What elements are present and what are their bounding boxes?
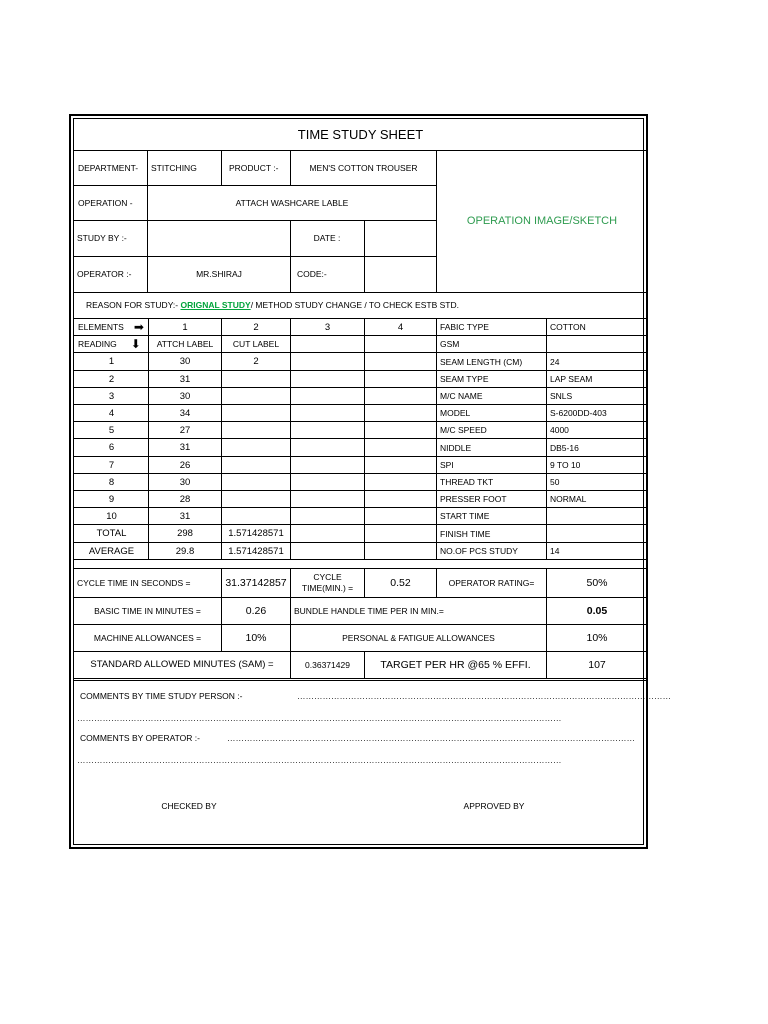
department-value: STITCHING: [151, 162, 197, 173]
reading-number: 5: [108, 424, 115, 436]
reading-value: [365, 371, 436, 387]
spec-value: 24: [550, 356, 560, 367]
element-number: 4: [397, 321, 404, 333]
operation-image-placeholder: OPERATION IMAGE/SKETCH: [466, 215, 618, 227]
time-study-sheet: [69, 114, 671, 849]
machine-allowances-label: MACHINE ALLOWANCES =: [93, 632, 202, 643]
product-label: PRODUCT :-: [229, 162, 279, 173]
spec-value: SNLS: [550, 391, 573, 401]
spec-label: THREAD TKT: [440, 477, 494, 487]
arrow-right-icon: ➡: [133, 320, 144, 334]
spec-value: [547, 508, 647, 524]
dotted-line: ………………………………………………………………………………………………………………………………………………………: [77, 713, 562, 723]
basic-time-label: BASIC TIME IN MINUTES =: [94, 605, 201, 616]
spec-value: NORMAL: [550, 494, 587, 504]
spec-value: 4000: [550, 425, 569, 435]
reading-value: 34: [179, 407, 191, 419]
reading-value: [291, 371, 364, 387]
element-name: ATTCH LABEL: [156, 339, 214, 349]
reading-number: AVERAGE: [88, 545, 135, 557]
reading-number: 7: [108, 459, 115, 471]
reading-value: [365, 353, 436, 370]
checked-by-label: CHECKED BY: [161, 801, 217, 811]
reading-value: [291, 508, 364, 524]
reading-value: [222, 371, 290, 387]
target-label: TARGET PER HR @65 % EFFI.: [380, 658, 531, 671]
element-number: 2: [253, 321, 259, 333]
spec-label: NIDDLE: [440, 442, 472, 453]
reading-value: 2: [253, 356, 259, 367]
product-value: MEN'S COTTON TROUSER: [309, 162, 418, 173]
spec-label: SEAM TYPE: [440, 374, 489, 384]
reading-value: [365, 405, 436, 421]
target-value: 107: [588, 658, 606, 671]
reading-value: [291, 405, 364, 421]
element-number: 1: [182, 321, 188, 333]
cycle-seconds-label: CYCLE TIME IN SECONDS =: [77, 577, 191, 588]
reading-value: 31: [179, 373, 191, 385]
bundle-handle-value: 0.05: [586, 604, 608, 617]
sam-value: 0.36371429: [305, 659, 350, 670]
element-name: [291, 336, 364, 352]
spec-label: NO.OF PCS STUDY: [440, 546, 518, 556]
reading-number: 1: [108, 356, 115, 367]
reason-highlight: ORIGNAL STUDY: [180, 300, 251, 310]
elements-label: [75, 319, 148, 335]
reason-prefix: REASON FOR STUDY:-: [86, 300, 179, 310]
reading-value: [291, 491, 364, 507]
time-study-person-comments-label: COMMENTS BY TIME STUDY PERSON :-: [80, 691, 243, 701]
reading-value: [222, 422, 290, 438]
reading-value: [222, 491, 290, 507]
reading-value: [222, 388, 290, 404]
sam-label: STANDARD ALLOWED MINUTES (SAM) =: [90, 659, 274, 670]
reading-value: [365, 491, 436, 507]
reading-value: [365, 439, 436, 456]
reading-number: 10: [106, 510, 117, 522]
spec-value: LAP SEAM: [550, 374, 593, 384]
reading-value: 27: [179, 424, 191, 436]
spec-value: 50: [550, 477, 560, 487]
reading-number: 4: [108, 407, 115, 419]
spec-label: SPI: [440, 460, 454, 470]
reading-value: [291, 457, 364, 473]
approved-by-label: APPROVED BY: [463, 801, 525, 811]
personal-fatigue-value: 10%: [586, 631, 608, 644]
divider: [364, 220, 365, 292]
cycle-minutes-label: CYCLE TIME(MIN.) =: [301, 571, 354, 593]
basic-time-value: 0.26: [245, 604, 267, 617]
reading-value: [222, 457, 290, 473]
spec-value: 9 TO 10: [550, 460, 581, 470]
spec-value: [547, 336, 647, 352]
element-number: 3: [324, 321, 331, 333]
spec-label: FABIC TYPE: [440, 322, 489, 332]
reading-value: 1.571428571: [228, 545, 284, 557]
reading-value: 26: [179, 459, 191, 471]
dotted-line: ……………………………………………………………………………………………………………………: [297, 691, 671, 701]
reading-number: 8: [108, 476, 115, 488]
cycle-seconds-value: 31.37142857: [225, 576, 287, 589]
spec-value: DB5-16: [550, 442, 579, 453]
reading-label-text: READING: [78, 339, 117, 349]
reading-value: [291, 422, 364, 438]
divider: [74, 559, 647, 560]
personal-fatigue-label: PERSONAL & FATIGUE ALLOWANCES: [342, 632, 495, 643]
spec-label: FINISH TIME: [440, 528, 491, 539]
code-label: CODE:-: [297, 269, 327, 279]
reading-value: [365, 457, 436, 473]
reading-value: [291, 388, 364, 404]
reading-value: [222, 439, 290, 456]
spec-value: [547, 525, 647, 542]
study-by-label: STUDY BY :-: [77, 233, 127, 243]
divider: [74, 680, 647, 681]
reading-value: 31: [179, 510, 191, 522]
reading-value: 31: [179, 442, 191, 453]
spec-label: SEAM LENGTH (CM): [440, 356, 523, 367]
dotted-line: ………………………………………………………………………………………………………………………………………………………: [77, 755, 562, 765]
divider: [74, 678, 647, 679]
reading-value: [291, 543, 364, 559]
reading-value: 298: [177, 528, 193, 539]
operator-value: MR.SHIRAJ: [196, 269, 242, 279]
reading-value: [291, 439, 364, 456]
reading-value: [291, 353, 364, 370]
reading-value: [222, 405, 290, 421]
reading-number: 9: [108, 493, 115, 505]
operator-comments-label: COMMENTS BY OPERATOR :-: [80, 733, 200, 743]
reason-for-study: [83, 292, 643, 318]
sheet-inner-frame: [73, 118, 671, 845]
department-label: DEPARTMENT-: [78, 162, 139, 173]
arrow-down-icon: ⬇: [130, 337, 141, 351]
reading-value: 29.8: [175, 545, 195, 557]
reading-value: [365, 474, 436, 490]
reading-value: [365, 543, 436, 559]
reading-value: 28: [179, 493, 191, 505]
reading-number: 2: [108, 373, 115, 385]
reading-number: 3: [108, 390, 115, 402]
element-name: [365, 336, 436, 352]
reading-label: [75, 336, 148, 352]
operator-rating-value: 50%: [586, 576, 608, 589]
reading-value: [365, 388, 436, 404]
spec-value: COTTON: [550, 322, 586, 332]
reading-value: [291, 474, 364, 490]
spec-label: M/C SPEED: [440, 425, 487, 435]
operator-rating-label: OPERATOR RATING=: [448, 577, 535, 588]
reading-value: [365, 422, 436, 438]
reading-value: 30: [179, 476, 191, 488]
reading-value: 1.571428571: [228, 528, 284, 539]
reason-suffix: / METHOD STUDY CHANGE / TO CHECK ESTB STD.: [250, 300, 459, 310]
elements-label-text: ELEMENTS: [78, 322, 124, 332]
reading-value: [291, 525, 364, 542]
spec-value: 14: [550, 546, 560, 556]
reading-value: [222, 474, 290, 490]
reading-value: [365, 508, 436, 524]
reading-number: 6: [108, 442, 115, 453]
spec-label: GSM: [440, 339, 460, 349]
sheet-title: TIME STUDY SHEET: [297, 127, 424, 142]
spec-label: PRESSER FOOT: [440, 494, 507, 504]
spec-label: MODEL: [440, 408, 471, 418]
reading-value: [222, 508, 290, 524]
element-name: CUT LABEL: [232, 339, 280, 349]
machine-allowances-value: 10%: [245, 631, 267, 644]
date-label: DATE :: [313, 233, 341, 243]
cycle-minutes-value: 0.52: [390, 576, 411, 589]
operation-label: OPERATION -: [78, 197, 133, 208]
reading-value: 30: [179, 356, 191, 367]
operation-value: ATTACH WASHCARE LABLE: [235, 197, 349, 208]
reading-value: 30: [179, 390, 191, 402]
reading-number: TOTAL: [96, 528, 127, 539]
reading-value: [365, 525, 436, 542]
spec-label: M/C NAME: [440, 391, 483, 401]
divider: [221, 150, 222, 185]
spec-value: S-6200DD-403: [550, 408, 607, 418]
spec-label: START TIME: [440, 511, 490, 521]
dotted-line: ………………………………………………………………………………………………………………………………: [227, 733, 635, 743]
operator-label: OPERATOR :-: [77, 269, 132, 279]
bundle-handle-label: BUNDLE HANDLE TIME PER IN MIN.=: [294, 605, 444, 616]
